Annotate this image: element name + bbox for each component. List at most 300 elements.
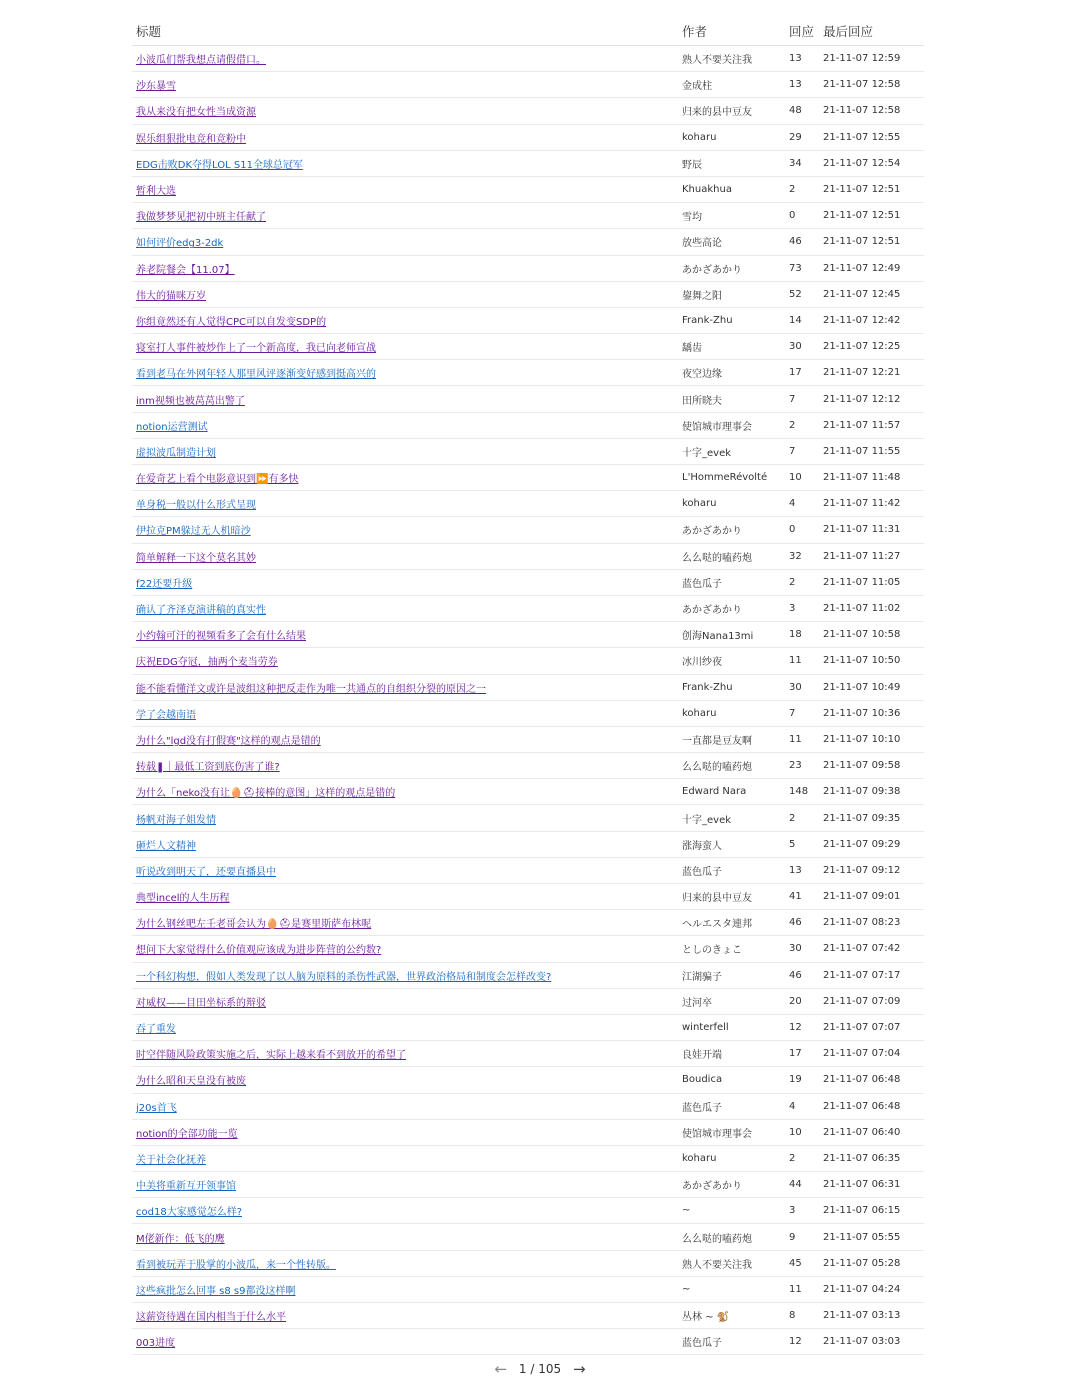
topic-title-link[interactable]: 典型incel的人生历程 bbox=[136, 893, 230, 905]
topic-author: 熟人不要关注我 bbox=[678, 1250, 785, 1276]
topic-title-cell bbox=[132, 1172, 678, 1198]
topic-reply-count: 30 bbox=[785, 674, 819, 700]
topic-reply-count: 8 bbox=[785, 1303, 819, 1329]
pagination bbox=[0, 1360, 1080, 1378]
topic-author: Edward Nara bbox=[678, 779, 785, 805]
table-row bbox=[132, 1014, 924, 1040]
topic-title-cell bbox=[132, 1093, 678, 1119]
topic-author: 夜空边缘 bbox=[678, 360, 785, 386]
topic-last-reply-time: 21-11-07 11:57 bbox=[819, 412, 924, 438]
topic-reply-count: 17 bbox=[785, 1041, 819, 1067]
table-row bbox=[132, 831, 924, 857]
table-row bbox=[132, 648, 924, 674]
topic-last-reply-time: 21-11-07 12:25 bbox=[819, 334, 924, 360]
table-row bbox=[132, 229, 924, 255]
topic-title-link[interactable]: 养老院餐会【11.07】 bbox=[136, 264, 235, 276]
topic-reply-count: 23 bbox=[785, 753, 819, 779]
topic-title-cell bbox=[132, 281, 678, 307]
topic-reply-count: 7 bbox=[785, 386, 819, 412]
next-page-arrow-icon[interactable]: → bbox=[572, 1360, 586, 1378]
topic-last-reply-time: 21-11-07 06:48 bbox=[819, 1067, 924, 1093]
topic-reply-count: 11 bbox=[785, 1276, 819, 1302]
topic-title-cell bbox=[132, 1276, 678, 1302]
topic-title-link[interactable]: 暂利大选 bbox=[136, 186, 176, 198]
table-row bbox=[132, 98, 924, 124]
topic-title-link[interactable]: 杨帆对海子姐发情 bbox=[136, 814, 216, 826]
topic-reply-count: 46 bbox=[785, 229, 819, 255]
topic-title-link[interactable]: 中美将重新互开领事馆 bbox=[136, 1181, 236, 1193]
table-row bbox=[132, 1224, 924, 1250]
topic-last-reply-time: 21-11-07 12:59 bbox=[819, 46, 924, 72]
topic-title-link[interactable]: 虚拟波瓜制造计划 bbox=[136, 447, 216, 459]
table-row bbox=[132, 805, 924, 831]
topic-author: 归来的县中豆友 bbox=[678, 98, 785, 124]
topic-author: 蓝色瓜子 bbox=[678, 857, 785, 883]
table-row bbox=[132, 412, 924, 438]
topic-author: 使馆城市理事会 bbox=[678, 1119, 785, 1145]
topic-title-cell bbox=[132, 1329, 678, 1355]
topic-last-reply-time: 21-11-07 12:49 bbox=[819, 255, 924, 281]
topic-title-cell bbox=[132, 674, 678, 700]
topic-title-link[interactable]: 关于社会化抚养 bbox=[136, 1154, 206, 1166]
topic-title-cell bbox=[132, 255, 678, 281]
topic-last-reply-time: 21-11-07 06:31 bbox=[819, 1172, 924, 1198]
topic-author: 田所晓夫 bbox=[678, 386, 785, 412]
topic-reply-count: 4 bbox=[785, 1093, 819, 1119]
topic-last-reply-time: 21-11-07 04:24 bbox=[819, 1276, 924, 1302]
topic-author: 良娃开端 bbox=[678, 1041, 785, 1067]
topic-reply-count: 5 bbox=[785, 831, 819, 857]
topic-title-cell bbox=[132, 1250, 678, 1276]
topic-author: 熟人不要关注我 bbox=[678, 46, 785, 72]
topic-reply-count: 14 bbox=[785, 307, 819, 333]
topic-title-link[interactable]: 如何评价edg3-2dk bbox=[136, 238, 224, 250]
topic-reply-count: 45 bbox=[785, 1250, 819, 1276]
topic-title-link[interactable]: 吞了重发 bbox=[136, 1024, 176, 1036]
topic-title-link[interactable]: 为什么钢丝吧左壬老哥会认为🥚⛑是赛里斯萨布林呢 bbox=[136, 919, 372, 931]
topic-reply-count: 44 bbox=[785, 1172, 819, 1198]
topic-author: 么么哒的嗑药炮 bbox=[678, 543, 785, 569]
topic-title-link[interactable]: 看到被玩弄于股掌的小波瓜，来一个性转版。 bbox=[136, 1259, 336, 1271]
table-row bbox=[132, 674, 924, 700]
topic-title-link[interactable]: 时空伴随风险政策实施之后，实际上越来看不到放开的希望了 bbox=[136, 1050, 406, 1062]
topic-reply-count: 0 bbox=[785, 203, 819, 229]
topic-author: Frank-Zhu bbox=[678, 307, 785, 333]
topic-reply-count: 17 bbox=[785, 360, 819, 386]
topic-author: 雪均 bbox=[678, 203, 785, 229]
topic-reply-count: 2 bbox=[785, 1145, 819, 1171]
topic-author: 创海Nana13mi bbox=[678, 622, 785, 648]
topic-title-link[interactable]: 娱乐组狠批电竞和竞粉中 bbox=[136, 133, 246, 145]
topic-author: 一直都是豆友啊 bbox=[678, 726, 785, 752]
topic-author: 江湖骗子 bbox=[678, 962, 785, 988]
topic-last-reply-time: 21-11-07 06:48 bbox=[819, 1093, 924, 1119]
topic-title-cell bbox=[132, 831, 678, 857]
topic-title-cell bbox=[132, 386, 678, 412]
topic-title-link[interactable]: 这薪资待遇在国内相当于什么水平 bbox=[136, 1312, 286, 1324]
topic-reply-count: 7 bbox=[785, 438, 819, 464]
topic-title-link[interactable]: 小约翰可汗的视频看多了会有什么结果 bbox=[136, 631, 306, 643]
topic-table bbox=[132, 17, 924, 1355]
topic-last-reply-time: 21-11-07 10:58 bbox=[819, 622, 924, 648]
topic-rows bbox=[132, 46, 924, 1355]
topic-title-cell bbox=[132, 569, 678, 595]
topic-title-cell bbox=[132, 124, 678, 150]
table-row bbox=[132, 779, 924, 805]
topic-last-reply-time: 21-11-07 12:42 bbox=[819, 307, 924, 333]
topic-title-link[interactable]: 简单解释一下这个莫名其妙 bbox=[136, 552, 256, 564]
topic-title-link[interactable]: 想问下大家觉得什么价值观应该成为进步阵营的公约数? bbox=[136, 945, 382, 957]
table-row bbox=[132, 1329, 924, 1355]
topic-title-link[interactable]: 为什么"lgd没有打假赛"这样的观点是错的 bbox=[136, 735, 321, 747]
topic-author: 过河卒 bbox=[678, 988, 785, 1014]
topic-last-reply-time: 21-11-07 07:04 bbox=[819, 1041, 924, 1067]
topic-title-cell bbox=[132, 203, 678, 229]
table-row bbox=[132, 491, 924, 517]
table-row bbox=[132, 1119, 924, 1145]
topic-title-link[interactable]: 砸烂人文精神 bbox=[136, 840, 196, 852]
table-row bbox=[132, 307, 924, 333]
table-row bbox=[132, 203, 924, 229]
table-row bbox=[132, 700, 924, 726]
topic-last-reply-time: 21-11-07 08:23 bbox=[819, 910, 924, 936]
topic-title-cell bbox=[132, 1067, 678, 1093]
topic-author: 使馆城市理事会 bbox=[678, 412, 785, 438]
table-row bbox=[132, 1041, 924, 1067]
topic-title-cell bbox=[132, 46, 678, 72]
topic-title-cell bbox=[132, 1224, 678, 1250]
topic-title-cell bbox=[132, 700, 678, 726]
topic-title-cell bbox=[132, 595, 678, 621]
topic-reply-count: 48 bbox=[785, 98, 819, 124]
topic-title-link[interactable]: 在爱奇艺上看个电影意识到⏩有多快 bbox=[136, 474, 299, 486]
topic-title-cell bbox=[132, 229, 678, 255]
topic-title-link[interactable]: 能不能看懂洋文或许是波组这种把反走作为唯一共通点的自组织分裂的原因之一 bbox=[136, 683, 486, 695]
topic-last-reply-time: 21-11-07 11:02 bbox=[819, 595, 924, 621]
column-header-author: 作者 bbox=[678, 17, 785, 46]
topic-last-reply-time: 21-11-07 07:17 bbox=[819, 962, 924, 988]
table-row bbox=[132, 72, 924, 98]
table-row bbox=[132, 910, 924, 936]
topic-title-cell bbox=[132, 884, 678, 910]
topic-last-reply-time: 21-11-07 09:01 bbox=[819, 884, 924, 910]
table-row bbox=[132, 884, 924, 910]
topic-author: Boudica bbox=[678, 1067, 785, 1093]
topic-reply-count: 148 bbox=[785, 779, 819, 805]
topic-last-reply-time: 21-11-07 09:29 bbox=[819, 831, 924, 857]
topic-reply-count: 32 bbox=[785, 543, 819, 569]
topic-reply-count: 12 bbox=[785, 1329, 819, 1355]
topic-title-cell bbox=[132, 150, 678, 176]
topic-title-link[interactable]: notion运营测试 bbox=[136, 421, 208, 433]
topic-title-link[interactable]: 看到老马在外网年轻人那里风评逐渐变好感到挺高兴的 bbox=[136, 369, 376, 381]
topic-author: 蓝色瓜子 bbox=[678, 1329, 785, 1355]
topic-reply-count: 13 bbox=[785, 72, 819, 98]
topic-last-reply-time: 21-11-07 09:58 bbox=[819, 753, 924, 779]
topic-title-cell bbox=[132, 1145, 678, 1171]
topic-title-cell bbox=[132, 98, 678, 124]
topic-author: 鋆舞之阳 bbox=[678, 281, 785, 307]
table-row bbox=[132, 1250, 924, 1276]
topic-author: koharu bbox=[678, 124, 785, 150]
topic-title-cell bbox=[132, 334, 678, 360]
topic-last-reply-time: 21-11-07 07:09 bbox=[819, 988, 924, 1014]
topic-title-link[interactable]: EDG击败DK夺得LOL S11全球总冠军 bbox=[136, 159, 303, 171]
topic-reply-count: 52 bbox=[785, 281, 819, 307]
topic-reply-count: 41 bbox=[785, 884, 819, 910]
table-row bbox=[132, 1172, 924, 1198]
topic-reply-count: 18 bbox=[785, 622, 819, 648]
topic-reply-count: 73 bbox=[785, 255, 819, 281]
topic-author: 丛林 ~ 🐒 bbox=[678, 1303, 785, 1329]
topic-title-cell bbox=[132, 360, 678, 386]
table-row bbox=[132, 124, 924, 150]
topic-title-link[interactable]: 这些疯批怎么回事 s8 s9都没这样啊 bbox=[136, 1285, 296, 1297]
topic-title-cell bbox=[132, 779, 678, 805]
topic-title-link[interactable]: 庆祝EDG夺冠，抽两个麦当劳券 bbox=[136, 657, 278, 669]
topic-title-link[interactable]: 单身税一般以什么形式呈现 bbox=[136, 500, 256, 512]
topic-author: 放些高论 bbox=[678, 229, 785, 255]
topic-last-reply-time: 21-11-07 12:55 bbox=[819, 124, 924, 150]
topic-title-cell bbox=[132, 465, 678, 491]
topic-title-cell bbox=[132, 1198, 678, 1224]
topic-author: ~ bbox=[678, 1198, 785, 1224]
topic-title-cell bbox=[132, 936, 678, 962]
table-row bbox=[132, 465, 924, 491]
topic-reply-count: 30 bbox=[785, 334, 819, 360]
topic-last-reply-time: 21-11-07 09:12 bbox=[819, 857, 924, 883]
table-row bbox=[132, 176, 924, 202]
topic-last-reply-time: 21-11-07 12:51 bbox=[819, 203, 924, 229]
topic-last-reply-time: 21-11-07 12:12 bbox=[819, 386, 924, 412]
topic-title-cell bbox=[132, 648, 678, 674]
topic-title-link[interactable]: 一个科幻构想，假如人类发现了以人脑为原料的杀伤性武器，世界政治格局和制度会怎样改变? bbox=[136, 971, 552, 983]
topic-last-reply-time: 21-11-07 09:35 bbox=[819, 805, 924, 831]
topic-author: koharu bbox=[678, 491, 785, 517]
topic-last-reply-time: 21-11-07 07:07 bbox=[819, 1014, 924, 1040]
topic-title-link[interactable]: 003进度 bbox=[136, 1338, 176, 1350]
topic-reply-count: 29 bbox=[785, 124, 819, 150]
table-row bbox=[132, 1276, 924, 1302]
topic-author: 十字_evek bbox=[678, 438, 785, 464]
topic-title-link[interactable]: f22还要升级 bbox=[136, 578, 193, 590]
topic-last-reply-time: 21-11-07 06:40 bbox=[819, 1119, 924, 1145]
topic-last-reply-time: 21-11-07 12:58 bbox=[819, 98, 924, 124]
topic-last-reply-time: 21-11-07 10:49 bbox=[819, 674, 924, 700]
topic-author: 么么哒的嗑药炮 bbox=[678, 753, 785, 779]
topic-author: あかざあかり bbox=[678, 517, 785, 543]
topic-last-reply-time: 21-11-07 10:10 bbox=[819, 726, 924, 752]
topic-author: あかざあかり bbox=[678, 255, 785, 281]
topic-last-reply-time: 21-11-07 05:28 bbox=[819, 1250, 924, 1276]
table-row bbox=[132, 438, 924, 464]
topic-last-reply-time: 21-11-07 03:13 bbox=[819, 1303, 924, 1329]
table-row bbox=[132, 1198, 924, 1224]
topic-last-reply-time: 21-11-07 11:31 bbox=[819, 517, 924, 543]
prev-page-arrow-icon[interactable]: ← bbox=[494, 1360, 508, 1378]
table-row bbox=[132, 1145, 924, 1171]
topic-reply-count: 30 bbox=[785, 936, 819, 962]
topic-last-reply-time: 21-11-07 10:50 bbox=[819, 648, 924, 674]
topic-last-reply-time: 21-11-07 12:58 bbox=[819, 72, 924, 98]
column-header-last-reply: 最后回应 bbox=[819, 17, 924, 46]
topic-title-cell bbox=[132, 726, 678, 752]
topic-reply-count: 34 bbox=[785, 150, 819, 176]
topic-title-cell bbox=[132, 988, 678, 1014]
table-row bbox=[132, 543, 924, 569]
topic-author: ヘルエスタ連邦 bbox=[678, 910, 785, 936]
topic-title-cell bbox=[132, 805, 678, 831]
topic-author: koharu bbox=[678, 1145, 785, 1171]
topic-reply-count: 7 bbox=[785, 700, 819, 726]
topic-title-link[interactable]: notion的全部功能一览 bbox=[136, 1128, 238, 1140]
topic-title-cell bbox=[132, 1014, 678, 1040]
topic-title-link[interactable]: 确认了齐泽克演讲稿的真实性 bbox=[136, 605, 266, 617]
topic-author: 野辰 bbox=[678, 150, 785, 176]
topic-title-link[interactable]: M佬新作：低飞的鹰 bbox=[136, 1233, 225, 1245]
table-row bbox=[132, 255, 924, 281]
topic-title-link[interactable]: 小波瓜们帮我想点请假借口。 bbox=[136, 55, 266, 67]
topic-last-reply-time: 21-11-07 11:05 bbox=[819, 569, 924, 595]
topic-author: 蓝色瓜子 bbox=[678, 569, 785, 595]
topic-title-cell bbox=[132, 857, 678, 883]
topic-author: 么么哒的嗑药炮 bbox=[678, 1224, 785, 1250]
table-row bbox=[132, 386, 924, 412]
topic-title-cell bbox=[132, 910, 678, 936]
topic-reply-count: 2 bbox=[785, 176, 819, 202]
topic-reply-count: 13 bbox=[785, 46, 819, 72]
topic-last-reply-time: 21-11-07 11:42 bbox=[819, 491, 924, 517]
topic-author: koharu bbox=[678, 700, 785, 726]
topic-reply-count: 13 bbox=[785, 857, 819, 883]
table-row bbox=[132, 334, 924, 360]
topic-reply-count: 0 bbox=[785, 517, 819, 543]
topic-title-cell bbox=[132, 412, 678, 438]
topic-author: L'HommeRévolté bbox=[678, 465, 785, 491]
topic-title-link[interactable]: 伊拉克PM躲过无人机暗沙 bbox=[136, 526, 251, 538]
table-row bbox=[132, 1067, 924, 1093]
topic-reply-count: 12 bbox=[785, 1014, 819, 1040]
topic-reply-count: 4 bbox=[785, 491, 819, 517]
topic-reply-count: 2 bbox=[785, 805, 819, 831]
topic-author: 蓝色瓜子 bbox=[678, 1093, 785, 1119]
topic-title-link[interactable]: 我从来没有把女性当成资源 bbox=[136, 107, 256, 119]
topic-reply-count: 20 bbox=[785, 988, 819, 1014]
topic-title-link[interactable]: 为什么昭和天皇没有被废 bbox=[136, 1076, 246, 1088]
topic-last-reply-time: 21-11-07 07:42 bbox=[819, 936, 924, 962]
table-header-row bbox=[132, 17, 924, 46]
topic-author: 金成柱 bbox=[678, 72, 785, 98]
topic-last-reply-time: 21-11-07 03:03 bbox=[819, 1329, 924, 1355]
topic-title-cell bbox=[132, 622, 678, 648]
topic-title-link[interactable]: 为什么「neko没有让🥚⛑接棒的意图」这样的观点是错的 bbox=[136, 788, 396, 800]
topic-last-reply-time: 21-11-07 05:55 bbox=[819, 1224, 924, 1250]
topic-title-cell bbox=[132, 1303, 678, 1329]
topic-title-cell bbox=[132, 307, 678, 333]
table-row bbox=[132, 360, 924, 386]
topic-last-reply-time: 21-11-07 12:21 bbox=[819, 360, 924, 386]
topic-reply-count: 2 bbox=[785, 569, 819, 595]
topic-title-cell bbox=[132, 1119, 678, 1145]
topic-reply-count: 11 bbox=[785, 648, 819, 674]
topic-title-link[interactable]: 转载❚｜最低工资到底伤害了谁? bbox=[136, 762, 280, 774]
topic-title-link[interactable]: 对威权——目田坐标系的辩驳 bbox=[136, 997, 266, 1009]
topic-title-cell bbox=[132, 517, 678, 543]
table-row bbox=[132, 726, 924, 752]
topic-reply-count: 10 bbox=[785, 465, 819, 491]
topic-title-cell bbox=[132, 176, 678, 202]
topic-last-reply-time: 21-11-07 11:27 bbox=[819, 543, 924, 569]
topic-title-link[interactable]: inm视频也被莴莴出警了 bbox=[136, 395, 245, 407]
topic-author: 龋齿 bbox=[678, 334, 785, 360]
topic-title-cell bbox=[132, 1041, 678, 1067]
table-row bbox=[132, 622, 924, 648]
topic-last-reply-time: 21-11-07 12:45 bbox=[819, 281, 924, 307]
table-row bbox=[132, 988, 924, 1014]
topic-reply-count: 3 bbox=[785, 595, 819, 621]
table-row bbox=[132, 753, 924, 779]
topic-list-container bbox=[132, 17, 924, 1355]
topic-reply-count: 19 bbox=[785, 1067, 819, 1093]
topic-last-reply-time: 21-11-07 12:51 bbox=[819, 176, 924, 202]
topic-reply-count: 9 bbox=[785, 1224, 819, 1250]
table-row bbox=[132, 857, 924, 883]
topic-title-link[interactable]: 听说改到明天了，还要直播县中 bbox=[136, 866, 276, 878]
topic-reply-count: 11 bbox=[785, 726, 819, 752]
topic-author: 冰川纱夜 bbox=[678, 648, 785, 674]
topic-last-reply-time: 21-11-07 09:38 bbox=[819, 779, 924, 805]
table-row bbox=[132, 595, 924, 621]
table-row bbox=[132, 281, 924, 307]
topic-title-link[interactable]: 寝室打人事件被炒作上了一个新高度，我已向老师宣战 bbox=[136, 343, 376, 355]
topic-title-cell bbox=[132, 753, 678, 779]
topic-reply-count: 3 bbox=[785, 1198, 819, 1224]
topic-last-reply-time: 21-11-07 12:51 bbox=[819, 229, 924, 255]
topic-author: winterfell bbox=[678, 1014, 785, 1040]
topic-author: あかざあかり bbox=[678, 595, 785, 621]
topic-reply-count: 46 bbox=[785, 910, 819, 936]
topic-title-cell bbox=[132, 491, 678, 517]
topic-title-cell bbox=[132, 438, 678, 464]
topic-reply-count: 46 bbox=[785, 962, 819, 988]
topic-author: 十字_evek bbox=[678, 805, 785, 831]
topic-title-cell bbox=[132, 72, 678, 98]
topic-title-link[interactable]: j20s首飞 bbox=[136, 1102, 177, 1114]
topic-title-link[interactable]: 学了会越南语 bbox=[136, 709, 196, 721]
table-row bbox=[132, 1303, 924, 1329]
topic-title-link[interactable]: 沙东暴雪 bbox=[136, 81, 176, 93]
table-row bbox=[132, 569, 924, 595]
table-row bbox=[132, 1093, 924, 1119]
page-indicator: 1 / 105 bbox=[518, 1362, 562, 1376]
topic-last-reply-time: 21-11-07 11:48 bbox=[819, 465, 924, 491]
table-row bbox=[132, 150, 924, 176]
topic-title-link[interactable]: cod18大家感觉怎么样? bbox=[136, 1207, 242, 1219]
topic-title-link[interactable]: 我做梦梦见把初中班主任献了 bbox=[136, 212, 266, 224]
topic-title-link[interactable]: 伟大的猫咪万岁 bbox=[136, 290, 206, 302]
topic-author: Frank-Zhu bbox=[678, 674, 785, 700]
topic-reply-count: 2 bbox=[785, 412, 819, 438]
table-row bbox=[132, 517, 924, 543]
topic-author: Khuakhua bbox=[678, 176, 785, 202]
topic-title-cell bbox=[132, 543, 678, 569]
column-header-title: 标题 bbox=[132, 17, 678, 46]
table-row bbox=[132, 46, 924, 72]
topic-title-link[interactable]: 你组竟然还有人觉得CPC可以自发变SDP的 bbox=[136, 316, 327, 328]
topic-last-reply-time: 21-11-07 11:55 bbox=[819, 438, 924, 464]
table-row bbox=[132, 936, 924, 962]
topic-title-cell bbox=[132, 962, 678, 988]
